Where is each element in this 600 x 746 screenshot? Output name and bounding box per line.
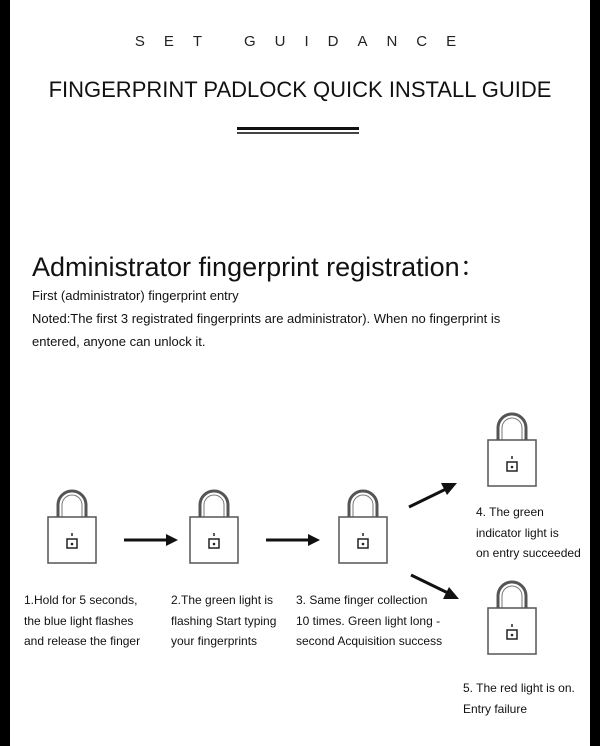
padlock-icon xyxy=(44,487,100,567)
arrow-right-icon xyxy=(122,532,180,548)
padlock-icon xyxy=(335,487,391,567)
guide-page xyxy=(10,0,590,746)
step-caption: 1.Hold for 5 seconds, the blue light flashes and release the finger xyxy=(24,593,141,648)
page-title: FINGERPRINT PADLOCK QUICK INSTALL GUIDE xyxy=(48,77,552,102)
padlock-icon xyxy=(484,578,540,658)
step-caption: 4. The green indicator light is on entry succeeded xyxy=(476,505,581,560)
arrow-up-right-icon xyxy=(406,480,460,510)
step-caption: 3. Same finger collection 10 times. Green light long - second Acquisition success xyxy=(296,593,443,648)
title-divider-secondary xyxy=(237,132,359,134)
padlock-icon xyxy=(484,410,540,490)
title-divider xyxy=(237,127,359,130)
step-caption: 2.The green light is flashing Start typing your fingerprints xyxy=(171,593,277,648)
section-heading: Administrator fingerprint registration： xyxy=(32,252,487,282)
intro-line-2: Noted:The first 3 registrated fingerprints are administrator). When no fingerprint is xyxy=(32,311,501,326)
arrow-right-icon xyxy=(264,532,322,548)
subtitle: SET GUIDANCE xyxy=(134,33,476,50)
padlock-icon xyxy=(186,487,242,567)
intro-line-1: First (administrator) fingerprint entry xyxy=(32,288,239,303)
intro-line-3: entered, anyone can unlock it. xyxy=(32,334,206,349)
step-caption: 5. The red light is on. Entry failure xyxy=(463,681,575,716)
